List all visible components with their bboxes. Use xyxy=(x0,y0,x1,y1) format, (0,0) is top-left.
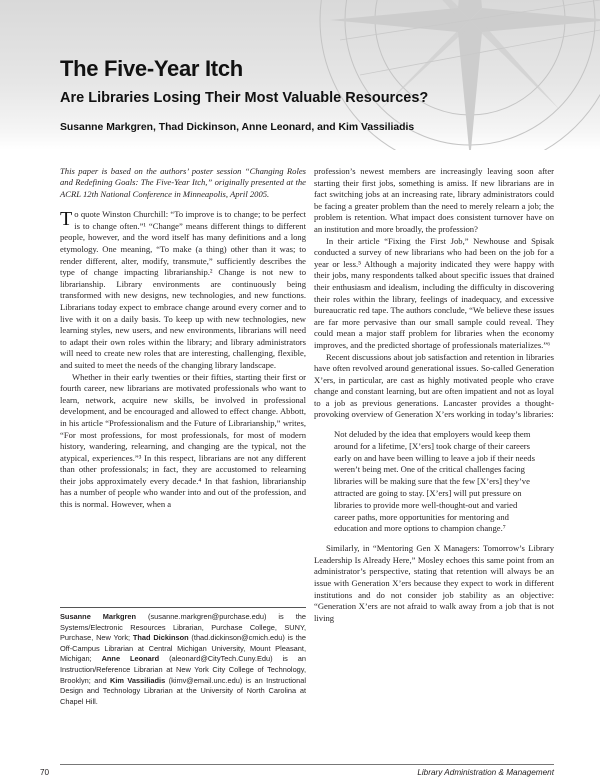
body-paragraph xyxy=(60,209,306,371)
footer-divider xyxy=(60,764,554,765)
author-byline: Susanne Markgren, Thad Dickinson, Anne Leonard, and Kim Vassiliadis xyxy=(60,122,415,133)
block-quote: Not deluded by the idea that employers would keep them around for a lifetime, [X’ers] took charge of their careers early on and have been willing to leave a job if their needs weren’t being met. One of the critical challenges facing libraries will be making sure that the few [X’ers] they’ve attracted are going to stay. [X’ers] will put pressure on libraries to provide more well-thought-out and varied career paths, more opportunities for mentoring and education and more options to champion change.⁷ xyxy=(334,429,535,534)
article-title: The Five-Year Itch xyxy=(60,56,243,81)
author-name: Thad Dickinson xyxy=(132,633,189,643)
author-bio: (thad.dickinson@cmich.edu) is the Off-Campus Librarian at Central Michigan University, Mount Pleasant, Michigan; xyxy=(60,633,306,664)
author-name: Susanne Markgren xyxy=(60,612,137,621)
author-name: Anne Leonard xyxy=(101,654,160,664)
body-paragraph: Similarly, in “Mentoring Gen X Managers: Tomorrow’s Library Leadership Is Already Here,” Mosley echoes this same point from an administrator’s perspective, stating that retention will always be an issue with Generation X’ers because they expect to work in different institutions and do not consider job stability as an objective: “Generation X’ers are not afraid to walk away from a job that is not living xyxy=(314,543,554,623)
author-footnote xyxy=(60,612,306,707)
author-bio: (kimv@email.unc.edu) is an Instructional Design and Technology Librarian at the University of North Carolina at Chapel Hill. xyxy=(60,675,306,706)
footnote-divider xyxy=(60,607,306,608)
body-paragraph: Recent discussions about job satisfaction and retention in libraries have often revolved around generational issues. So-called Generation X’ers, in particular, are cast as highly motivated people who crave change and constant learning, but are often impatient and not as loyal to a job as previous generations. Lancaster provides a thought-provoking overview of Generation X’ers working in today’s libraries: xyxy=(314,351,554,420)
article-subtitle: Are Libraries Losing Their Most Valuable Resources? xyxy=(60,90,429,106)
body-paragraph: In their article “Fixing the First Job,” Newhouse and Spisak conducted a survey of new librarians who had been on the job for a year or less.⁵ Although a majority indicated they were happy with their jobs, many respondents talked about specific issues that drained their enthusiasm and idealism, including the difficulty in discovering their roles within the library, feelings of inadequacy, and excessive bureaucratic red tape. The authors conclude, “We believe these issues are far more pervasive than our small sample could reveal. They could mean a major staff problem for libraries when the economy improves, and the predicted shortage of professionals materializes.”⁶ xyxy=(314,235,554,350)
body-paragraph: Whether in their early twenties or their fifties, starting their first or fourth career, new librarians are motivated professionals who want to learn, network, acquire new skills, be involved in professional development, and be encouraged and allowed to effect change. Abbott, in his article “Professionalism and the Future of Librarianship,” writes, “For most professions, for most professionals, for most of modern history, wandering, relearning, and changing are the typical, not the atypical, experiences.”³ In this respect, librarians are not any different than other professionals; in fact, they are accustomed to relearning their jobs approximately every decade.⁴ In that fashion, librarianship has a number of people who wander into and out of the profession, and this is normal. However, when a xyxy=(60,371,306,510)
intro-note: This paper is based on the authors’ poster session “Changing Roles and Redefining Goals: The Five-Year Itch,” originally presented at the ACRL 12th National Conference in Minneapolis, April 2005. xyxy=(60,166,306,199)
body-paragraph: profession’s newest members are increasingly leaving soon after starting their first jobs, something is amiss. If new librarians are in fact switching jobs at an increasing rate, library administrators could be facing a greater problem than the need to merely relearn a job; the problem is retention. What impact does consistent turnover have on an institution and more broadly, the profession? xyxy=(314,166,554,234)
left-column xyxy=(60,166,306,511)
author-bio: (susanne.markgren@purchase.edu) is the Systems/Electronic Resources Librarian, Purchase College, SUNY, Purchase, New York; xyxy=(60,612,306,643)
author-name: Kim Vassiliadis xyxy=(110,675,166,685)
page-number: 70 xyxy=(40,768,50,777)
right-column xyxy=(314,166,554,624)
author-bio: (aleonard@CityTech.Cuny.Edu) is an Instruction/Reference Librarian at New York City College of Technology, Brooklyn; and xyxy=(60,654,307,685)
paragraph-text: o quote Winston Churchill: “To improve is to change; to be perfect is to change often.”¹ “Change” means different things to different people, however, and the word itself has many definitions and a long etymology. One meaning, “To make (a thing) other than it was; to render different, alter, modify, transmute,” sufficiently describes the type of change impacting librarianship.² Change is not new to librarianship. Library environments are continuously being transformed with new designs, new technologies, and new functions. Librarians today expect to embrace change around every corner and to live with it on a daily basis. To keep up with new technologies, new learning styles, new users, and new environments, librarians will need to adapt their own roles within the library; and library administrators will need to create new roles that are interesting, challenging, flexible, and suited to meet the needs of the changing library landscape. xyxy=(60,209,306,370)
journal-name: Library Administration & Management xyxy=(417,768,554,777)
drop-cap: T xyxy=(60,208,73,231)
